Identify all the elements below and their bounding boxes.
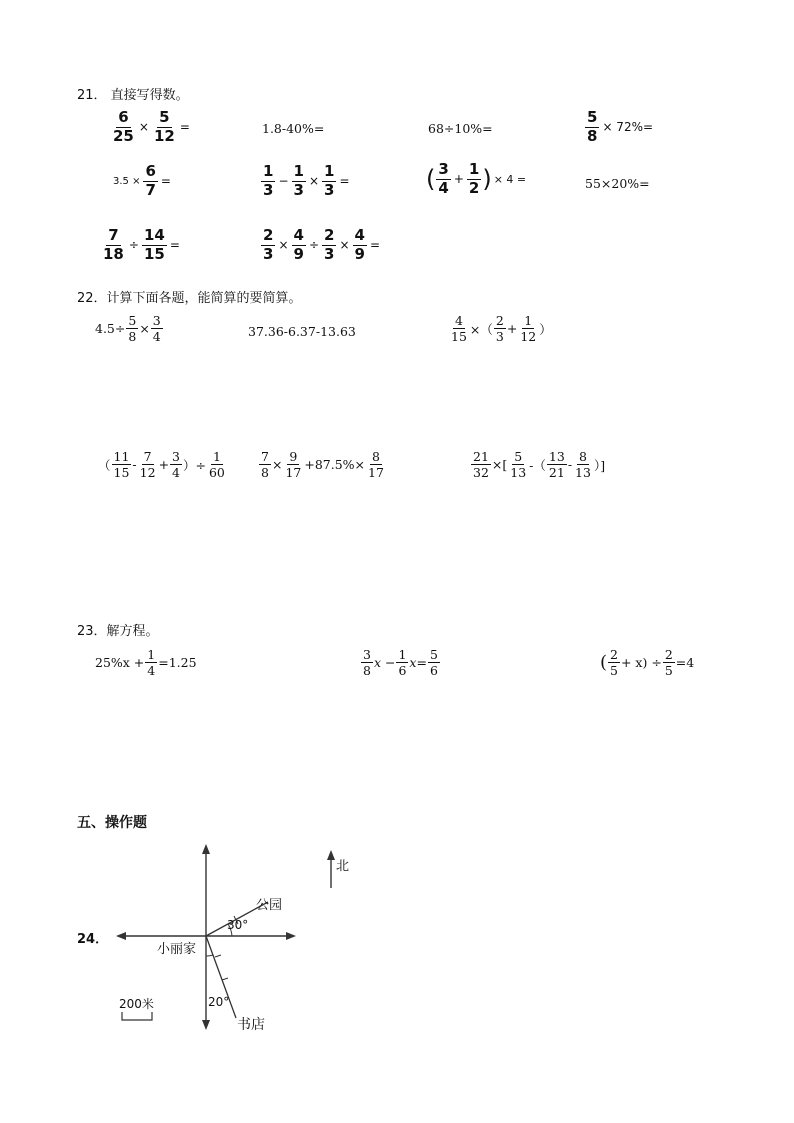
q22-expr-5: $\frac{7}{8}$ × $\frac{9}{17}$ +87.5%× $\frac{8}{17}$ [261,449,384,481]
bookstore-angle-label: 20° [208,995,230,1009]
q23-title: 23．解方程。 [77,624,159,639]
q21-expr-2: 1.8-40%= [262,121,325,136]
q22-expr-6: $\frac{21}{32}$ ×[ $\frac{5}{13}$ -（ $\frac{13}{21}$ - $\frac{8}{13}$ ）] [473,449,606,481]
axis-arrow-left-icon [116,932,126,940]
scale-bar [122,1012,152,1020]
q22-expr-3: $\frac{4}{15}$ ×（ $\frac{2}{3}$ + $\frac{1}{12}$ ） [451,313,552,345]
q21-expr-1: $\frac{6}{25}$ × $\frac{5}{12}$ = [113,108,190,145]
q21-expr-10: $\frac{2}{3}$ × $\frac{4}{9}$ ÷ $\frac{2}{3}$ × $\frac{4}{9}$ = [263,226,380,263]
park-label: 公园 [256,898,283,913]
q22-expr-1: 4.5÷ $\frac{5}{8}$ × $\frac{3}{4}$ [95,313,161,345]
q23-eq-3: ( $\frac{2}{5}$ + x) ÷ $\frac{2}{5}$ =4 [600,647,695,679]
north-label: 北 [336,859,350,874]
q24-label: 24． [77,932,109,947]
axis-arrow-up-icon [202,844,210,854]
q22-title: 22．计算下面各题，能简算的要简算。 [77,291,302,306]
bookstore-angle-arc [206,955,213,956]
q21-expr-5: 3.5 × $\frac{6}{7}$ = [113,162,171,199]
q21-expr-9: $\frac{7}{18}$ ÷ $\frac{14}{15}$ = [103,226,180,263]
q21-expr-7: ( $\frac{3}{4}$ + $\frac{1}{2}$ ) × 4 = [426,160,527,197]
q21-expr-4: $\frac{5}{8}$ × 72%= [587,108,654,145]
axis-arrow-right-icon [286,932,296,940]
q23-eq-1: 25%x + $\frac{1}{4}$ =1.25 [95,647,197,679]
q23-eq-2: $\frac{3}{8}$ x − $\frac{1}{6}$ x= $\frac{5}{6}$ [363,647,438,679]
home-label: 小丽家 [157,942,197,957]
scale-label: 200米 [119,997,154,1011]
axis-arrow-down-icon [202,1020,210,1030]
bookstore-label: 书店 [237,1017,265,1033]
q21-title: 21． 直接写得数。 [77,88,189,103]
section-5-title: 五、操作题 [77,815,147,831]
q22-expr-2: 37.36-6.37-13.63 [248,324,356,339]
park-angle-label: 30° [227,918,249,932]
q21-expr-8: 55×20%= [585,176,650,191]
q21-expr-6: $\frac{1}{3}$ − $\frac{1}{3}$ × $\frac{1}{3}$ = [263,162,350,199]
q22-expr-4: （ $\frac{11}{15}$ - $\frac{7}{12}$ + $\frac{3}{4}$ ）÷ $\frac{1}{60}$ [98,449,225,481]
q21-expr-3: 68÷10%= [428,121,493,136]
